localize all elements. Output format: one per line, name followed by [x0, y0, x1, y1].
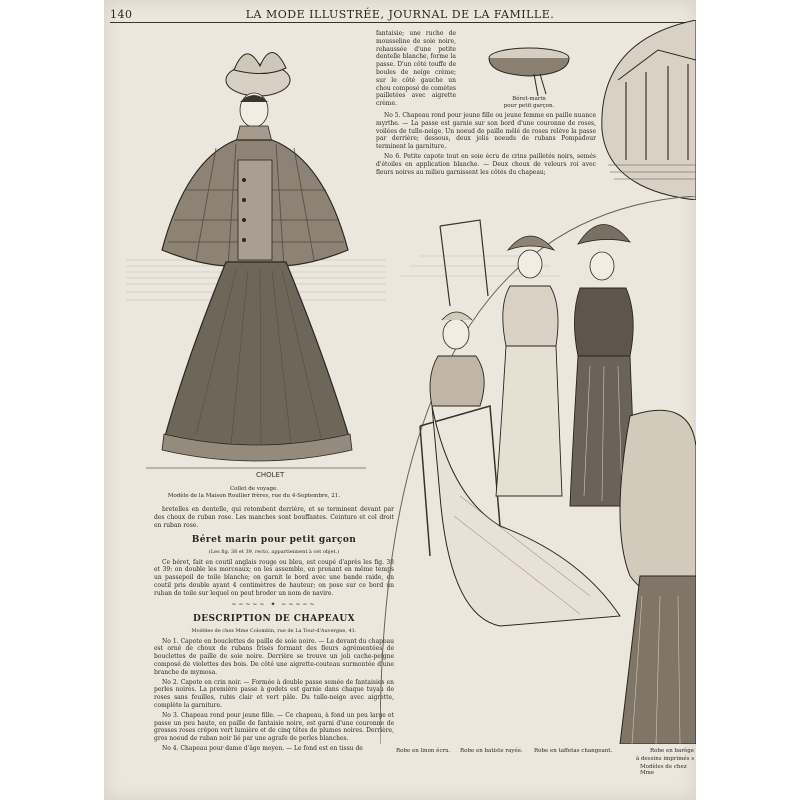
journal-page	[104, 0, 696, 800]
robe-caption-1: Robe en linon écru.	[396, 748, 451, 754]
beret-caption-1: Béret-marin	[512, 96, 546, 102]
beret-heading: Béret marin pour petit garçon	[191, 535, 357, 546]
pavilion-inset-illustration	[598, 20, 696, 200]
collet-title: Collet de voyage.	[229, 486, 279, 492]
collet-caption	[144, 486, 364, 500]
chapeau-item-6: No 6. Petite capote tout en soie écru de crins pailletés noirs, semés d'étoiles en application blanche. — Deux choux de velours roi avec fleurs noires au milieu garnissent les côtés du chapeau;	[376, 152, 596, 176]
chapeau-item-5: No 5. Chapeau rond pour jeune fille ou jeune femme en paille nuance myrthe. — La passe est garnie sur son bord d'une couronne de roses, voilées de tulle-neige. Un noeud de paille mêlé de roses relève la passe par derrière; dessous, deux jolis noeuds de rubans Pompadour terminent la garniture.	[376, 112, 596, 151]
beret-paragraph: Ce béret, fait en coutil anglais rouge ou bleu, est coupé d'après les fig. 38 et 39: on double les morceaux; on les assemble, en prenant en même temps un passepoil de toile blanche; on garnit le bord avec une bande raide, en coutil pris double ayant 4 centimètres de hauteur; on pose sur ce bord un ruban de toile sur lequel on peut broder un nom de navire.	[154, 558, 394, 597]
robe-caption-3: Robe en taffetas changeant.	[534, 748, 613, 754]
robe-caption-6: Modèles de chez Mme	[640, 764, 687, 776]
chapeau-item-3: No 3. Chapeau rond pour jeune fille. — Ce chapeau, à fond un peu large et passe un peu haute, en paille de fantaisie noire, est garni d'une couronne de grosses roses crépon vert lumière et de cinq têtes de plumes noires. Derrière, gros noeud de ruban noir lié par une agrafe de perles blanches.	[154, 711, 394, 743]
right-intro: fantaisie; une ruche de mousseline de soie noire, rehaussée d'une petite dentelle blanche, forme la passe. D'un côté touffe de boules de neige crème; sur le côté gauche un chou composé de comètes pailletées avec aigrette crème.	[376, 30, 456, 108]
robe-caption-4: Robe en barège	[650, 748, 694, 754]
beret-caption-2: pour petit garçon.	[503, 102, 555, 109]
left-text-column	[154, 506, 394, 755]
artist-signature: CHOLET	[256, 471, 285, 479]
ornament-divider: ~~~~~ ✦ ~~~~~	[231, 600, 317, 608]
right-items	[376, 112, 596, 178]
journal-title: LA MODE ILLUSTRÉE, JOURNAL DE LA FAMILLE.	[245, 8, 555, 21]
robe-caption-5: à dessins imprimés s	[636, 756, 695, 762]
chapeaux-subheading: Modèles de chez Mme Colombin, rue de La Tour-d'Auvergne, 41.	[191, 628, 357, 635]
chapeau-item-2: No 2. Capote en crin noir. — Formée à double passe semée de fantaisies en perles noires. La première passe à godets est garnie dans chaque tuyau de roses sans feuilles, rubis clair et vert pâle. Du tulle-neige avec aigrette, complète la garniture.	[154, 678, 394, 709]
robes-group-illustration	[380, 196, 696, 744]
robe-caption-2: Robe en batiste rayée.	[460, 748, 523, 754]
right-text-column	[376, 30, 456, 110]
collet-de-voyage-illustration	[126, 30, 386, 480]
chapeau-item-1: No 1. Capote en bouclettes de paille de soie noire. — Le devant du chapeau est orné de choux de rubans frisés formant des fleurs agrémentées de bouclettes de paille de soie noire. Derrière se trouve un joli cache-peigne composé de violettes des bois. De côté une aigrette-couteau surmontée d'une branche de mymosa.	[154, 637, 394, 676]
beret-subheading: (Les fig. 38 et 39, recto, appartiennent à cet objet.)	[208, 549, 340, 556]
chapeau-item-4: No 4. Chapeau pour dame d'âge moyen. — Le fond est en tissu de	[162, 744, 363, 752]
intro-paragraph: bretelles en dentelle, qui retombent derrière, et se terminent devant par des choux de ruban rose. Les manches sont bouffantes. Ceinture et col droit en ruban rose.	[154, 506, 394, 529]
chapeaux-heading: DESCRIPTION DE CHAPEAUX	[193, 614, 355, 625]
collet-source: Modèle de la Maison Roullier frères, rue du 4-Septembre, 21.	[167, 492, 341, 499]
beret-marin-illustration	[474, 40, 584, 100]
page-number: 140	[110, 8, 133, 21]
beret-caption	[494, 96, 564, 110]
